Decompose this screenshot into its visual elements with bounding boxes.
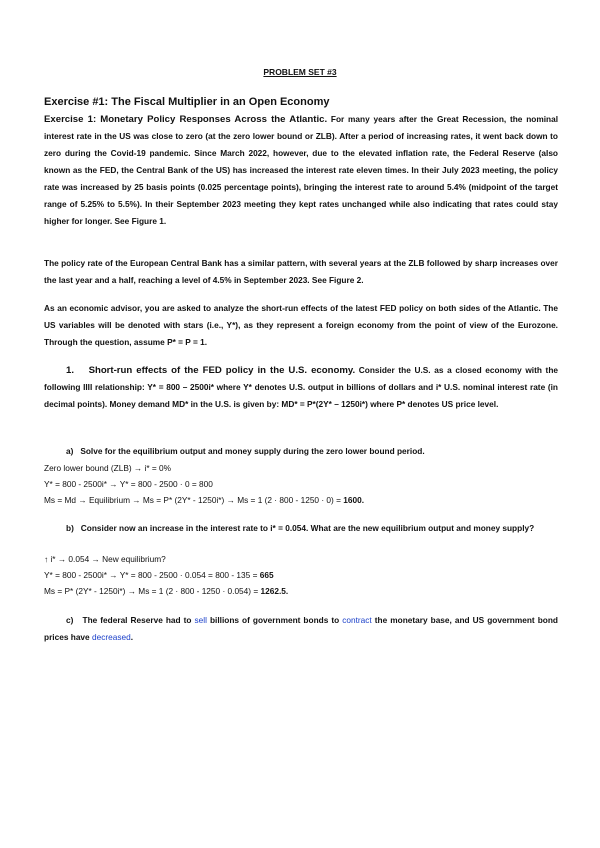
question-a (66, 443, 425, 459)
question-c-text-3: the monetary base, and US government bond prices have (44, 615, 559, 642)
question-1-lead: Short-run effects of the FED policy in the U.S. economy. (88, 365, 356, 376)
answer-b-money: 1262.5. (260, 586, 289, 596)
question-c (44, 612, 558, 646)
answer-b-line-3-text: Ms = P* (2Y* - 1250i*) → Ms = 1 (2 · 800 - 1250 · 0.054) = (44, 586, 261, 596)
answer-c-decreased: decreased (91, 632, 131, 642)
answer-a-line-3 (44, 492, 364, 508)
exercise-heading: Exercise #1: The Fiscal Multiplier in an Open Economy (44, 96, 330, 108)
advisor-text: As an economic advisor, you are asked to analyze the short-run effects of the latest FED policy on both sides of the Atlantic. The US variables will be denoted with stars (i.e., Y*), as they represent a foreign economy from the point of view of the Eurozone. Through the question, assume P* = P = 1. (44, 303, 558, 347)
question-1-body: Consider the U.S. as a closed economy with the following IIII relationship: Y* = 800 – 2500i* where Y* denotes U.S. output in billions of dollars and i* U.S. nominal interest rate (in decimal points). Money demand MD* in the U.S. is given by: MD* = P*(2Y* – 1250i*) where P* denotes US price level. (44, 365, 558, 409)
question-1-number: 1. (66, 365, 75, 376)
question-a-text: Solve for the equilibrium output and money supply during the zero lower bound period. (80, 446, 425, 456)
answer-b-line-1: ↑ i* → 0.054 → New equilibrium? (44, 554, 166, 564)
question-c-text-1: The federal Reserve had to (82, 615, 195, 625)
problem-set-title: PROBLEM SET #3 (263, 67, 337, 77)
answer-a-result: 1600. (343, 495, 365, 505)
question-b-label: b) (66, 523, 74, 533)
answer-c-contract: contract (342, 615, 372, 625)
question-b-text: Consider now an increase in the interest rate to i* = 0.054. What are the new equilibrium output and money supply? (80, 523, 535, 533)
answer-a-line-2: Y* = 800 - 2500i* → Y* = 800 - 2500 · 0 = 800 (44, 479, 213, 489)
intro-paragraph (44, 111, 558, 230)
question-a-label: a) (66, 446, 74, 456)
intro-body: For many years after the Great Recession, the nominal interest rate in the US was close to zero (at the zero lower bound or ZLB). After a period of increasing rates, it went back down to zero during the Covid-19 pandemic. Since March 2022, however, due to the elevated inflation rate, the Federal Reserve (also known as the FED, the Central Bank of the US) has increased the interest rate eleven times. In their July 2023 meeting, the policy rate was increased by 25 basis points (0.025 percentage points), bringing the interest rate to around 5.4% (midpoint of the target range of 5.25% to 5.5%). In their September 2023 meeting they kept rates unchanged while also indicating that rates could stay higher for longer. See Figure 1. (44, 114, 559, 226)
ecb-text: The policy rate of the European Central Bank has a similar pattern, with several years at the ZLB followed by sharp increases over the last year and a half, reaching a level of 4.5% in September 2023. See Figure 2. (44, 258, 558, 285)
intro-lead: Exercise 1: Monetary Policy Responses Across the Atlantic. (44, 114, 328, 125)
question-c-label: c) (66, 615, 74, 625)
answer-b-output: 665 (259, 570, 274, 580)
answer-b-line-2 (44, 567, 274, 583)
advisor-paragraph (44, 300, 558, 351)
answer-b-line-3 (44, 583, 288, 599)
answer-a-line-3-text: Ms = Md → Equilibrium → Ms = P* (2Y* - 1250i*) → Ms = 1 (2 · 800 - 1250 · 0) = (44, 495, 344, 505)
question-1 (44, 362, 558, 413)
ecb-paragraph (44, 255, 558, 289)
answer-a-line-1: Zero lower bound (ZLB) → i* = 0% (44, 463, 172, 473)
question-c-text-4: . (130, 632, 134, 642)
answer-b-line-2-text: Y* = 800 - 2500i* → Y* = 800 - 2500 · 0.054 = 800 - 135 = (44, 570, 260, 580)
answer-c-sell: sell (194, 615, 207, 625)
question-b (44, 520, 558, 537)
question-c-text-2: billions of government bonds to (206, 615, 343, 625)
